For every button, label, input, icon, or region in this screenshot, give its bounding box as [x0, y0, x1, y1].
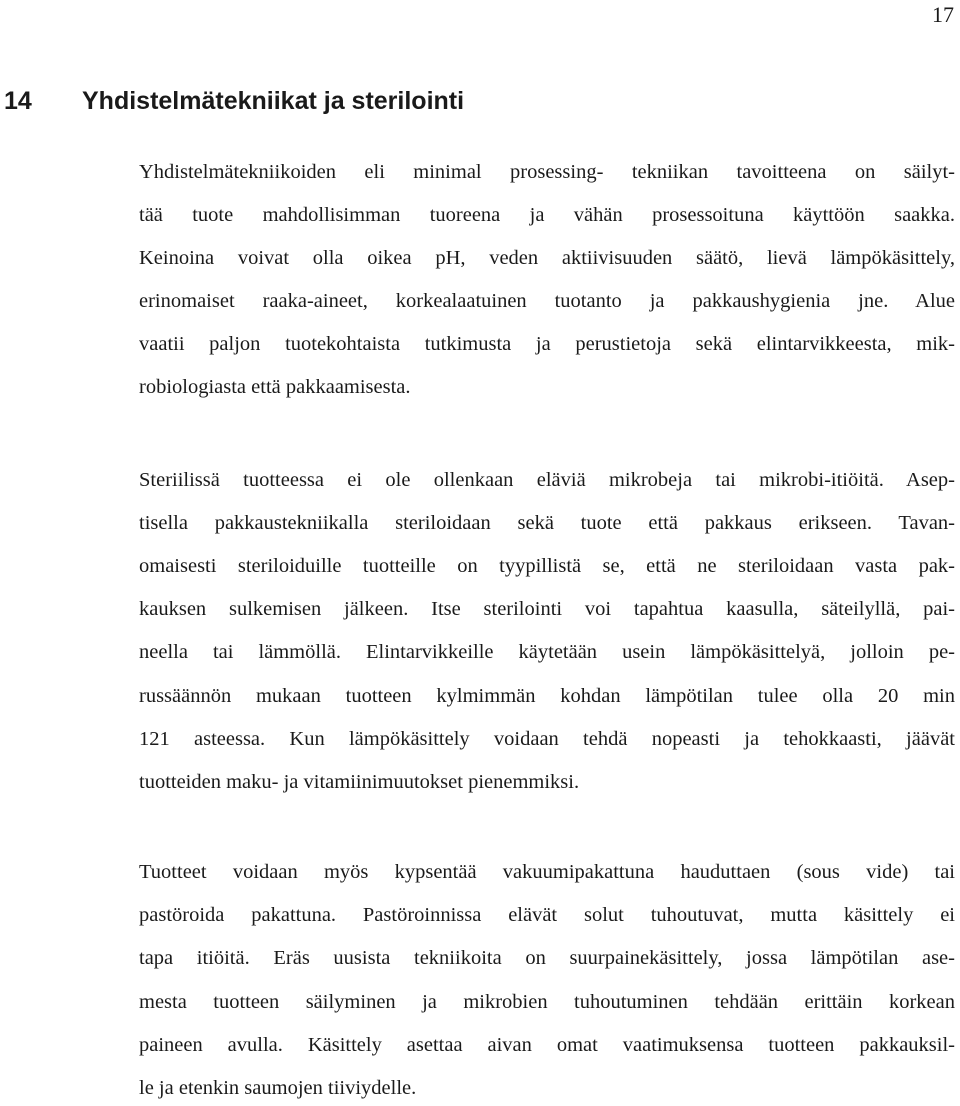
text-line: Steriilissä tuotteessa ei ole ollenkaan eläviä mikrobeja tai mikrobi-itiöitä. Asep- [139, 469, 955, 491]
text-line: erinomaiset raaka-aineet, korkealaatuinen tuotanto ja pakkaushygienia jne. Alue [139, 290, 955, 312]
text-line: tapa itiöitä. Eräs uusista tekniikoita on suurpainekäsittely, jossa lämpötilan ase- [139, 947, 955, 969]
section-number: 14 [4, 87, 32, 115]
text-line: Yhdistelmätekniikoiden eli minimal prosessing- tekniikan tavoitteena on säilyt- [139, 161, 955, 183]
text-line: Keinoina voivat olla oikea pH, veden aktiivisuuden säätö, lievä lämpökäsittely, [139, 247, 955, 269]
section-heading [4, 86, 464, 116]
text-line: le ja etenkin saumojen tiiviydelle. [139, 1077, 417, 1099]
text-line: tisella pakkaustekniikalla steriloidaan sekä tuote että pakkaus erikseen. Tavan- [139, 512, 955, 534]
text-line: neella tai lämmöllä. Elintarvikkeille käytetään usein lämpökäsittelyä, jolloin pe- [139, 641, 955, 663]
text-line: robiologiasta että pakkaamisesta. [139, 376, 411, 398]
text-line: tää tuote mahdollisimman tuoreena ja vähän prosessoituna käyttöön saakka. [139, 204, 955, 226]
text-line: omaisesti steriloiduille tuotteille on tyypillistä se, että ne steriloidaan vasta pak- [139, 555, 955, 577]
text-line: vaatii paljon tuotekohtaista tutkimusta ja perustietoja sekä elintarvikkeesta, mik- [139, 333, 955, 355]
section-title: Yhdistelmätekniikat ja sterilointi [82, 87, 465, 115]
text-line: mesta tuotteen säilyminen ja mikrobien tuhoutuminen tehdään erittäin korkean [139, 991, 955, 1013]
text-line: russäännön mukaan tuotteen kylmimmän kohdan lämpötilan tulee olla 20 min [139, 685, 955, 707]
text-line: kauksen sulkemisen jälkeen. Itse sterilointi voi tapahtua kaasulla, säteilyllä, pai- [139, 598, 955, 620]
text-line: tuotteiden maku- ja vitamiinimuutokset pienemmiksi. [139, 771, 580, 793]
text-line: pastöroida pakattuna. Pastöroinnissa elävät solut tuhoutuvat, mutta käsittely ei [139, 904, 955, 926]
page-number: 17 [932, 2, 954, 27]
text-line: 121 asteessa. Kun lämpökäsittely voidaan tehdä nopeasti ja tehokkaasti, jäävät [139, 728, 955, 750]
text-line: Tuotteet voidaan myös kypsentää vakuumipakattuna hauduttaen (sous vide) tai [139, 861, 955, 883]
text-line: paineen avulla. Käsittely asettaa aivan omat vaatimuksensa tuotteen pakkauksil- [139, 1034, 955, 1056]
